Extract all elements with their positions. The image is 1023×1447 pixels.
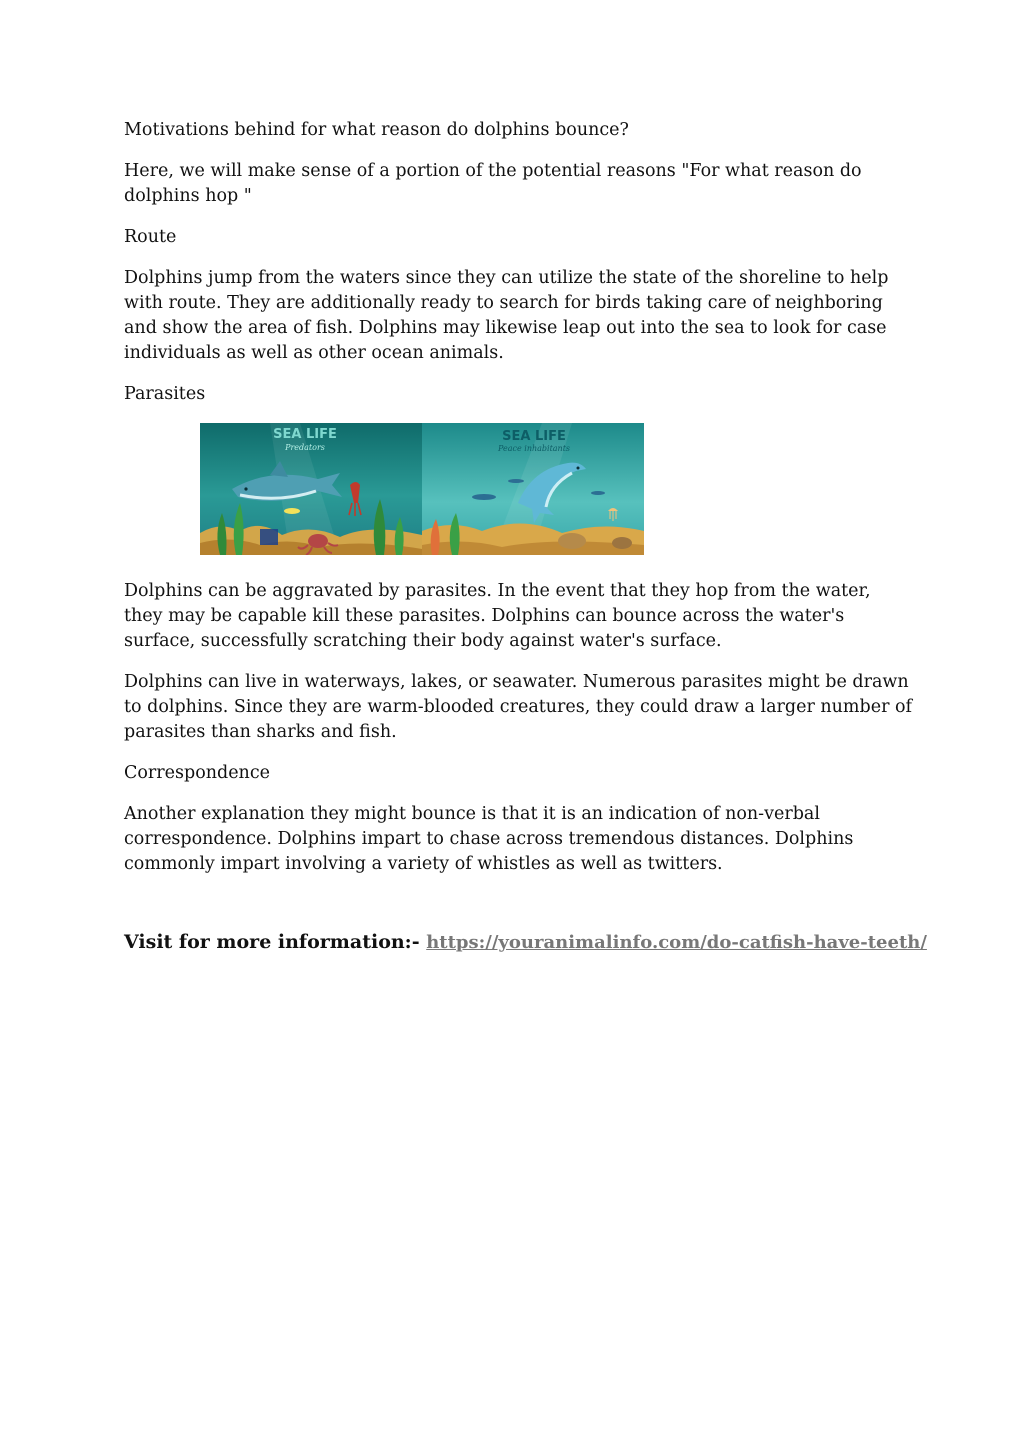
document-body: [124, 118, 927, 956]
document-title: Motivations behind for what reason do dolphins bounce?: [124, 120, 629, 140]
right-panel-subtitle: Peace inhabitants: [497, 444, 571, 453]
fish-icon: [472, 494, 496, 500]
visit-label: Visit for more information:-: [124, 931, 420, 953]
intro-paragraph: Here, we will make sense of a portion of the potential reasons "For what reason do dolphins hop ": [124, 161, 862, 206]
parasites-paragraph-1: Dolphins can be aggravated by parasites. In the event that they hop from the water, they may be capable kill these parasites. Dolphins can bounce across the water's surface, successfully scratching their body against water's surface.: [124, 581, 871, 651]
visit-link[interactable]: https://youranimalinfo.com/do-catfish-have-teeth/: [426, 932, 927, 953]
right-panel-title: SEA LIFE: [502, 429, 566, 444]
octopus-icon: [308, 534, 328, 548]
small-fish-icon: [284, 508, 300, 514]
visit-line: [124, 929, 927, 956]
section-heading-correspondence: Correspondence: [124, 763, 270, 783]
sea-life-peace-panel: [422, 423, 644, 555]
route-paragraph: Dolphins jump from the waters since they can utilize the state of the shoreline to help with route. They are additionally ready to search for birds taking care of neighboring and show the area of fish. Dolphins may likewise leap out into the sea to look for case individuals as well as other ocean animals.: [124, 268, 889, 363]
left-panel-title: SEA LIFE: [273, 427, 337, 442]
section-heading-route: Route: [124, 227, 177, 247]
section-heading-parasites: Parasites: [124, 384, 206, 404]
sea-life-illustration: [200, 423, 644, 555]
parasites-paragraph-2: Dolphins can live in waterways, lakes, or seawater. Numerous parasites might be drawn to dolphins. Since they are warm-blooded creatures, they could draw a larger number of parasites than sharks and fish.: [124, 672, 913, 742]
left-panel-subtitle: Predators: [285, 443, 325, 452]
sea-life-predators-panel: [200, 423, 422, 555]
correspondence-paragraph: Another explanation they might bounce is that it is an indication of non-verbal correspondence. Dolphins impart to chase across tremendous distances. Dolphins commonly impart involving a variety of whistles as well as twitters.: [124, 804, 854, 874]
